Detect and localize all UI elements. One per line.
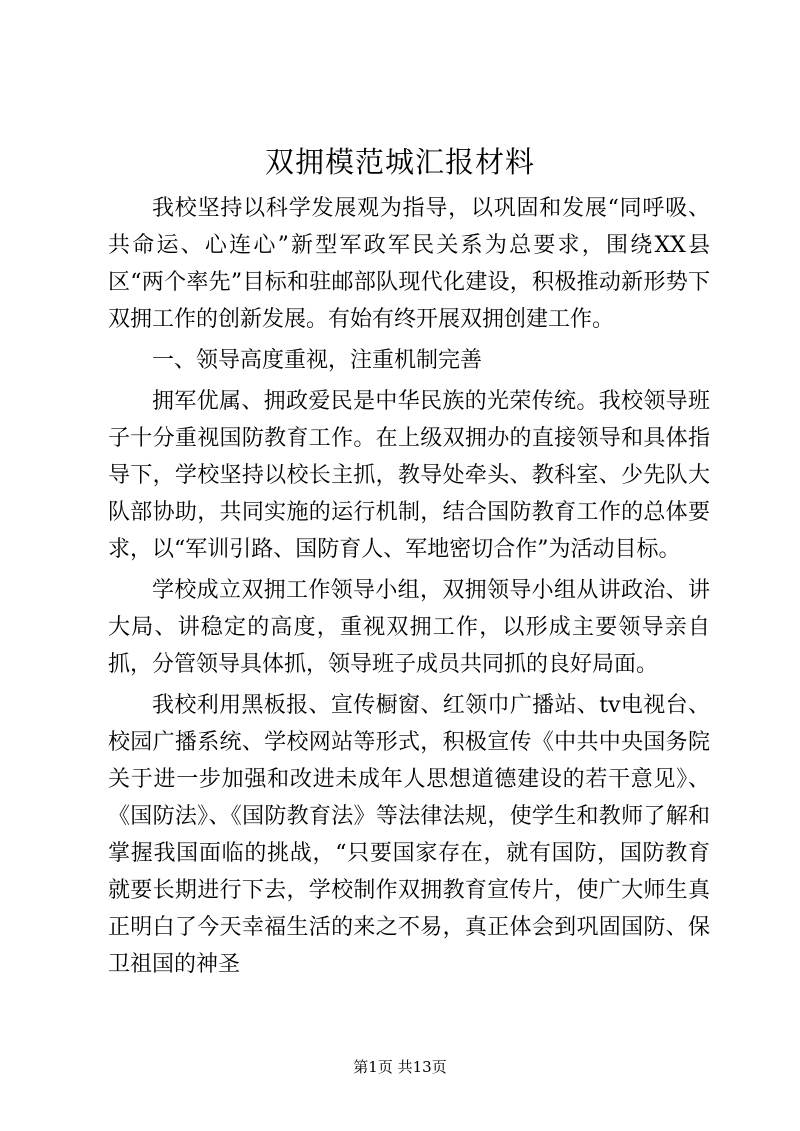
paragraph-intro: 我校坚持以科学发展观为指导，以巩固和发展“同呼吸、共命运、心连心”新型军政军民关系为总要求，围绕XX县区“两个率先”目标和驻邮部队现代化建设，积极推动新形势下双拥工作的创新发展。有始有终开展双拥创建工作。 bbox=[108, 196, 710, 332]
paragraph-publicity: 我校利用黑板报、宣传橱窗、红领巾广播站、tv电视台、校园广播系统、学校网站等形式，积极宣传《中共中央国务院关于进一步加强和改进未成年人思想道德建设的若干意见》、《国防法》、《国防教育法》等法律法规，使学生和教师了解和掌握我国面临的挑战，“只要国家存在，就有国防，国防教育就要长期进行下去，学校制作双拥教育宣传片，使广大师生真正明白了今天幸福生活的来之不易，真正体会到巩固国防、保卫祖国的神圣 bbox=[108, 693, 710, 977]
section-heading-leadership: 一、领导高度重视，注重机制完善 bbox=[152, 348, 483, 373]
document-title: 双拥模范城汇报材料 bbox=[264, 145, 535, 179]
page-number-footer: 第1页 共13页 bbox=[353, 1058, 447, 1076]
paragraph-tradition: 拥军优属、拥政爱民是中华民族的光荣传统。我校领导班子十分重视国防教育工作。在上级双拥办的直接领导和具体指导下，学校坚持以校长主抓，教导处牵头、教科室、少先队大队部协助，共同实施的运行机制，结合国防教育工作的总体要求，以“军训引路、国防育人、军地密切合作”为活动目标。 bbox=[108, 389, 710, 562]
document-body bbox=[108, 190, 710, 987]
paragraph-leading-group: 学校成立双拥工作领导小组，双拥领导小组从讲政治、讲大局、讲稳定的高度，重视双拥工作，以形成主要领导亲自抓，分管领导具体抓，领导班子成员共同抓的良好局面。 bbox=[108, 578, 710, 677]
